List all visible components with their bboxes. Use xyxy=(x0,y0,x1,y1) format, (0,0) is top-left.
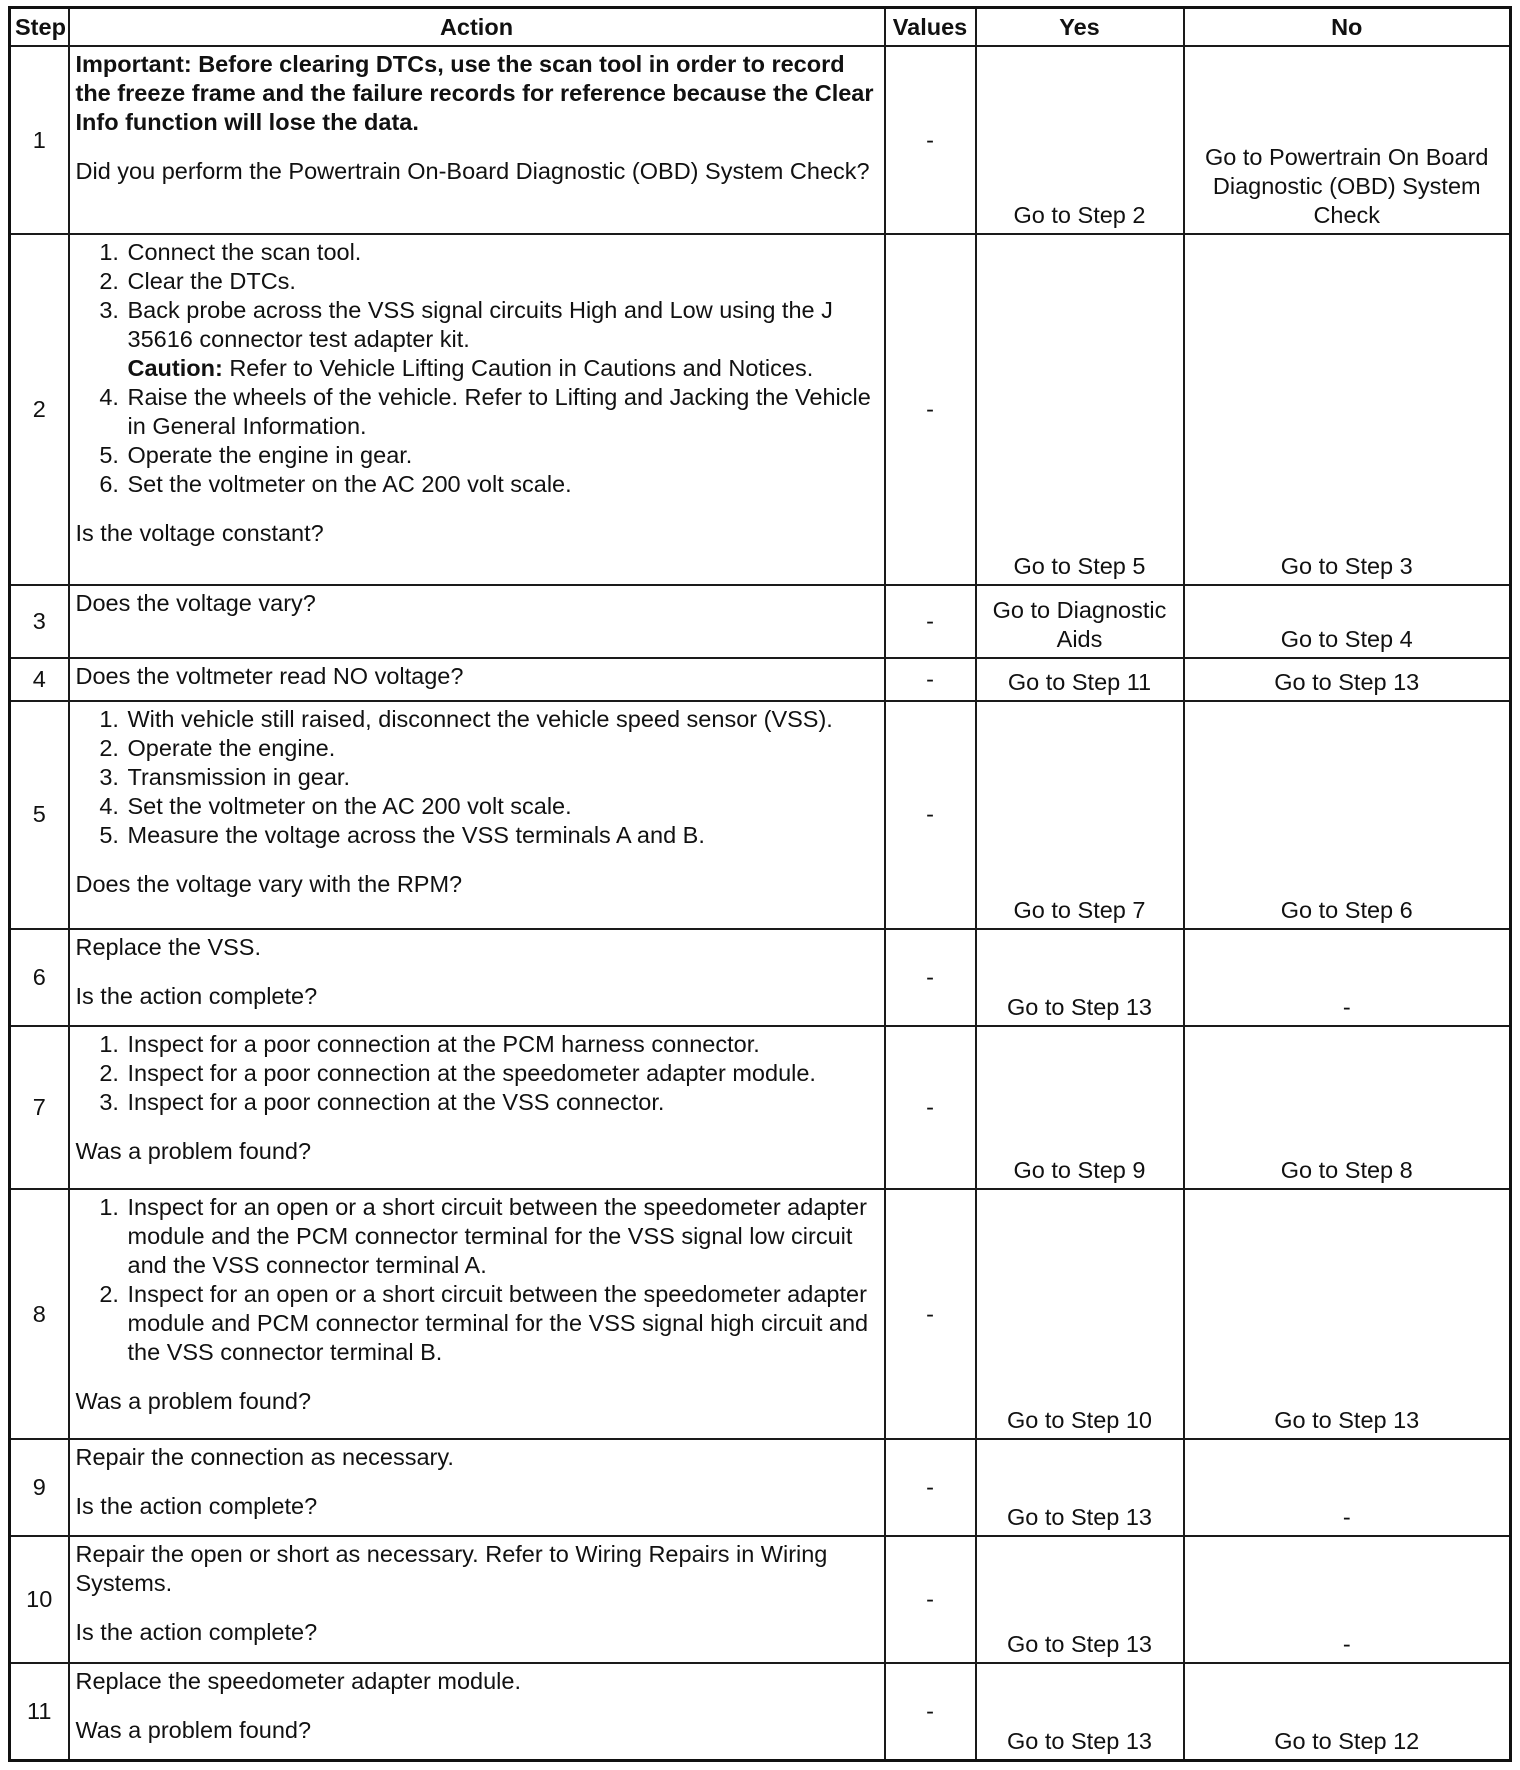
table-row xyxy=(10,1439,1511,1536)
yes-cell: Go to Step 13 xyxy=(976,1536,1184,1663)
action-cell xyxy=(69,1189,885,1439)
action-question: Was a problem found? xyxy=(75,1717,312,1744)
action-step-item: 2. Inspect for an open or a short circuit between the speedometer adapter module and PCM connector terminal for the VSS signal high circuit and the VSS connector terminal B. xyxy=(126,1280,878,1367)
action-step-item: 4. Set the voltmeter on the AC 200 volt scale. xyxy=(126,792,878,821)
header-no: No xyxy=(1184,8,1511,47)
action-step-item: 3. Inspect for a poor connection at the VSS connector. xyxy=(126,1088,878,1117)
action-question: Is the action complete? xyxy=(75,982,318,1009)
action-step-item: 1. With vehicle still raised, disconnect the vehicle speed sensor (VSS). xyxy=(126,705,878,734)
action-step-item: 2. Operate the engine. xyxy=(126,734,878,763)
yes-cell: Go to Step 7 xyxy=(976,701,1184,929)
action-question: Does the voltage vary with the RPM? xyxy=(75,870,463,897)
no-cell: Go to Step 8 xyxy=(1184,1026,1511,1189)
action-cell xyxy=(69,1439,885,1536)
table-row xyxy=(10,1026,1511,1189)
values-cell: - xyxy=(885,929,976,1026)
yes-cell: Go to Step 10 xyxy=(976,1189,1184,1439)
table-row xyxy=(10,929,1511,1026)
action-step-item: 6. Set the voltmeter on the AC 200 volt scale. xyxy=(126,470,878,499)
action-step-item: 3. Transmission in gear. xyxy=(126,763,878,792)
values-cell: - xyxy=(885,1663,976,1760)
action-cell xyxy=(69,1536,885,1663)
action-question: Is the action complete? xyxy=(75,1493,318,1520)
values-cell: - xyxy=(885,46,976,234)
action-step-item: 5. Operate the engine in gear. xyxy=(126,441,878,470)
action-steps xyxy=(76,1030,878,1117)
action-step-item: 1. Connect the scan tool. xyxy=(126,238,878,267)
action-text: Repair the open or short as necessary. Refer to Wiring Repairs in Wiring Systems. xyxy=(75,1541,828,1597)
action-cell xyxy=(69,658,885,701)
yes-cell: Go to Step 13 xyxy=(976,929,1184,1026)
important-note: Important: Before clearing DTCs, use the scan tool in order to record the freeze frame and the failure records for reference because the Clear Info function will lose the data. xyxy=(75,51,874,135)
table-row xyxy=(10,234,1511,585)
action-step-item: 5. Measure the voltage across the VSS terminals A and B. xyxy=(126,821,878,850)
action-question: Does the voltmeter read NO voltage? xyxy=(75,662,464,689)
no-cell: Go to Step 6 xyxy=(1184,701,1511,929)
values-cell: - xyxy=(885,234,976,585)
action-step-item: 4. Raise the wheels of the vehicle. Refer to Lifting and Jacking the Vehicle in General Information. xyxy=(126,383,878,441)
no-cell: Go to Step 4 xyxy=(1184,585,1511,657)
header-row xyxy=(10,8,1511,47)
no-cell: - xyxy=(1184,929,1511,1026)
step-number: 6 xyxy=(10,929,69,1026)
values-cell: - xyxy=(885,1439,976,1536)
step-number: 2 xyxy=(10,234,69,585)
step-number: 4 xyxy=(10,658,69,701)
caution-note xyxy=(128,354,878,383)
diagnostic-table xyxy=(8,6,1512,1762)
step-number: 7 xyxy=(10,1026,69,1189)
no-cell: Go to Step 13 xyxy=(1184,658,1511,701)
yes-cell: Go to Step 9 xyxy=(976,1026,1184,1189)
action-step-item: 1. Inspect for a poor connection at the PCM harness connector. xyxy=(126,1030,878,1059)
table-row xyxy=(10,1663,1511,1760)
action-cell xyxy=(69,701,885,929)
action-text: Repair the connection as necessary. xyxy=(75,1444,454,1471)
action-text: Replace the speedometer adapter module. xyxy=(75,1668,521,1695)
action-step-item: 2. Clear the DTCs. xyxy=(126,267,878,296)
header-action: Action xyxy=(69,8,885,47)
yes-cell: Go to Diagnostic Aids xyxy=(976,585,1184,657)
no-cell: - xyxy=(1184,1536,1511,1663)
step-number: 9 xyxy=(10,1439,69,1536)
action-question: Was a problem found? xyxy=(75,1387,312,1414)
table-row xyxy=(10,658,1511,701)
action-step-item: 1. Inspect for an open or a short circuit between the speedometer adapter module and the PCM connector terminal for the VSS signal low circuit and the VSS connector terminal A. xyxy=(126,1193,878,1280)
step-number: 11 xyxy=(10,1663,69,1760)
no-cell: Go to Powertrain On Board Diagnostic (OBD) System Check xyxy=(1184,46,1511,234)
no-cell: - xyxy=(1184,1439,1511,1536)
yes-cell: Go to Step 2 xyxy=(976,46,1184,234)
no-cell: Go to Step 3 xyxy=(1184,234,1511,585)
action-question: Does the voltage vary? xyxy=(75,590,316,617)
table-row xyxy=(10,1189,1511,1439)
yes-cell: Go to Step 13 xyxy=(976,1663,1184,1760)
action-step-text: Back probe across the VSS signal circuits High and Low using the J 35616 connector test adapter kit. xyxy=(127,297,833,353)
action-cell xyxy=(69,585,885,657)
caution-label: Caution: xyxy=(127,355,223,382)
header-values: Values xyxy=(885,8,976,47)
step-number: 10 xyxy=(10,1536,69,1663)
action-steps xyxy=(76,238,878,499)
header-step: Step xyxy=(10,8,69,47)
action-step-item xyxy=(126,296,878,383)
values-cell: - xyxy=(885,585,976,657)
action-question: Did you perform the Powertrain On-Board Diagnostic (OBD) System Check? xyxy=(75,158,870,184)
header-yes: Yes xyxy=(976,8,1184,47)
values-cell: - xyxy=(885,1189,976,1439)
action-steps xyxy=(76,1193,878,1367)
action-step-item: 2. Inspect for a poor connection at the speedometer adapter module. xyxy=(126,1059,878,1088)
action-cell xyxy=(69,929,885,1026)
values-cell: - xyxy=(885,1536,976,1663)
table-row xyxy=(10,701,1511,929)
action-text: Replace the VSS. xyxy=(75,933,261,960)
step-number: 3 xyxy=(10,585,69,657)
action-cell xyxy=(69,234,885,585)
no-cell: Go to Step 12 xyxy=(1184,1663,1511,1760)
table-row xyxy=(10,46,1511,234)
action-cell xyxy=(69,1026,885,1189)
action-question: Is the voltage constant? xyxy=(75,520,324,547)
table-row xyxy=(10,1536,1511,1663)
values-cell: - xyxy=(885,658,976,701)
action-question: Is the action complete? xyxy=(75,1619,318,1646)
values-cell: - xyxy=(885,1026,976,1189)
step-number: 5 xyxy=(10,701,69,929)
yes-cell: Go to Step 13 xyxy=(976,1439,1184,1536)
action-cell xyxy=(69,1663,885,1760)
action-steps xyxy=(76,705,878,850)
table-row xyxy=(10,585,1511,657)
yes-cell: Go to Step 5 xyxy=(976,234,1184,585)
values-cell: - xyxy=(885,701,976,929)
step-number: 1 xyxy=(10,46,69,234)
yes-cell: Go to Step 11 xyxy=(976,658,1184,701)
no-cell: Go to Step 13 xyxy=(1184,1189,1511,1439)
action-question: Was a problem found? xyxy=(75,1137,312,1164)
step-number: 8 xyxy=(10,1189,69,1439)
action-cell xyxy=(69,46,885,234)
caution-text: Refer to Vehicle Lifting Caution in Cautions and Notices. xyxy=(222,355,814,382)
